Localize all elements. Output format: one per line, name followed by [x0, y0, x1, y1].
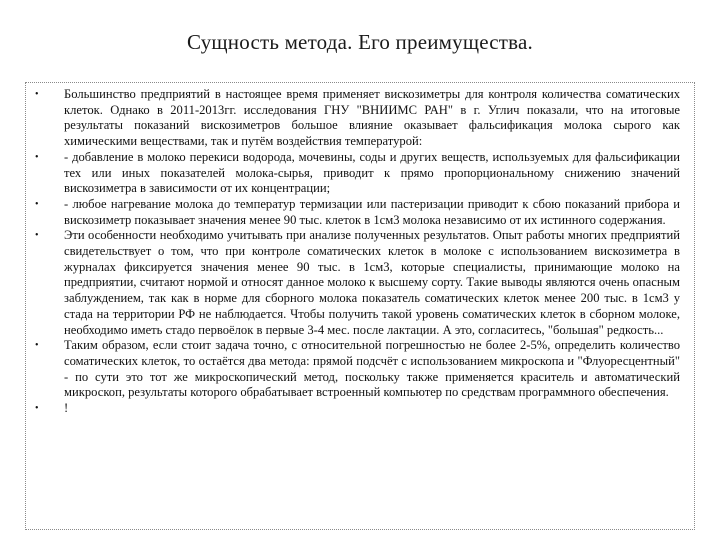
bullet-item-3 — [26, 197, 694, 228]
bullet-item-6 — [26, 401, 694, 417]
bullet-item-4 — [26, 228, 694, 338]
bullet-text: Таким образом, если стоит задача точно, с относительной погрешностью не более 2-5%, определить количество соматических клеток, то остаётся два метода: прямой подсчёт с использованием микроскопа и "Флуоресцентный" - по сути это тот же микроскопический метод, поскольку также применяется краситель и автоматический микроскоп, результаты которого обрабатывает встроенный компьютер по средствам программного обеспечения. — [64, 338, 680, 400]
bullet-text: Эти особенности необходимо учитывать при анализе полученных результатов. Опыт работы многих предприятий свидетельствует о том, что при контроле соматических клеток в молоке с использованием вискозиметра в журналах фиксируется значения менее 90 тыс. в 1см3, которые специалисты, принимающие молоко на предприятии, считают нормой и относят данное молоко к высшему сорту. Такие выводы являются очень опасным заблуждением, так как в норме для сборного молока показатель соматических клеток менее 200 тыс. в 1см3 у стада на территории РФ не наблюдается. Чтобы получить такой уровень соматических клеток в сборном молоке, необходимо иметь стадо первоёлок в первые 3-4 мес. после лактации. А это, согласитесь, "большая" редкость... — [64, 228, 680, 337]
bullet-item-1 — [26, 87, 694, 150]
bullet-dot: • — [35, 403, 39, 415]
bullet-dot: • — [35, 340, 39, 352]
bullet-list — [26, 87, 694, 417]
bullet-item-2 — [26, 150, 694, 197]
bullet-text: Большинство предприятий в настоящее время применяет вискозиметры для контроля количества соматических клеток. Однако в 2011-2013гг. исследования ГНУ "ВНИИМС РАН" в г. Углич показали, что на итоговые результаты показаний вискозиметров большое влияние оказывает фальсификация молока сырого как химическими веществами, так и путём воздействия температурой: — [64, 87, 680, 149]
bullet-dot: • — [35, 89, 39, 100]
bullet-dot: • — [35, 198, 39, 210]
bullet-text: - добавление в молоко перекиси водорода, мочевины, соды и других веществ, используемых для фальсификации тех или иных показателей молока-сырья, приводит к прямо пропорциональному снижению значений вискозиметра в зависимости от их концентрации; — [64, 149, 680, 196]
bullet-item-5 — [26, 338, 694, 401]
bullet-text: ! — [64, 401, 69, 416]
bullet-text: - любое нагревание молока до температур термизации или пастеризации приводит к сбою показаний прибора и вискозиметр показывает значения менее 90 тыс. клеток в 1см3 молока независимо от их истинного содержания. — [64, 196, 680, 227]
content-placeholder[interactable] — [25, 82, 695, 530]
bullet-dot: • — [35, 151, 39, 163]
slide-title: Сущность метода. Его преимущества. — [187, 30, 533, 54]
bullet-dot: • — [35, 230, 39, 242]
